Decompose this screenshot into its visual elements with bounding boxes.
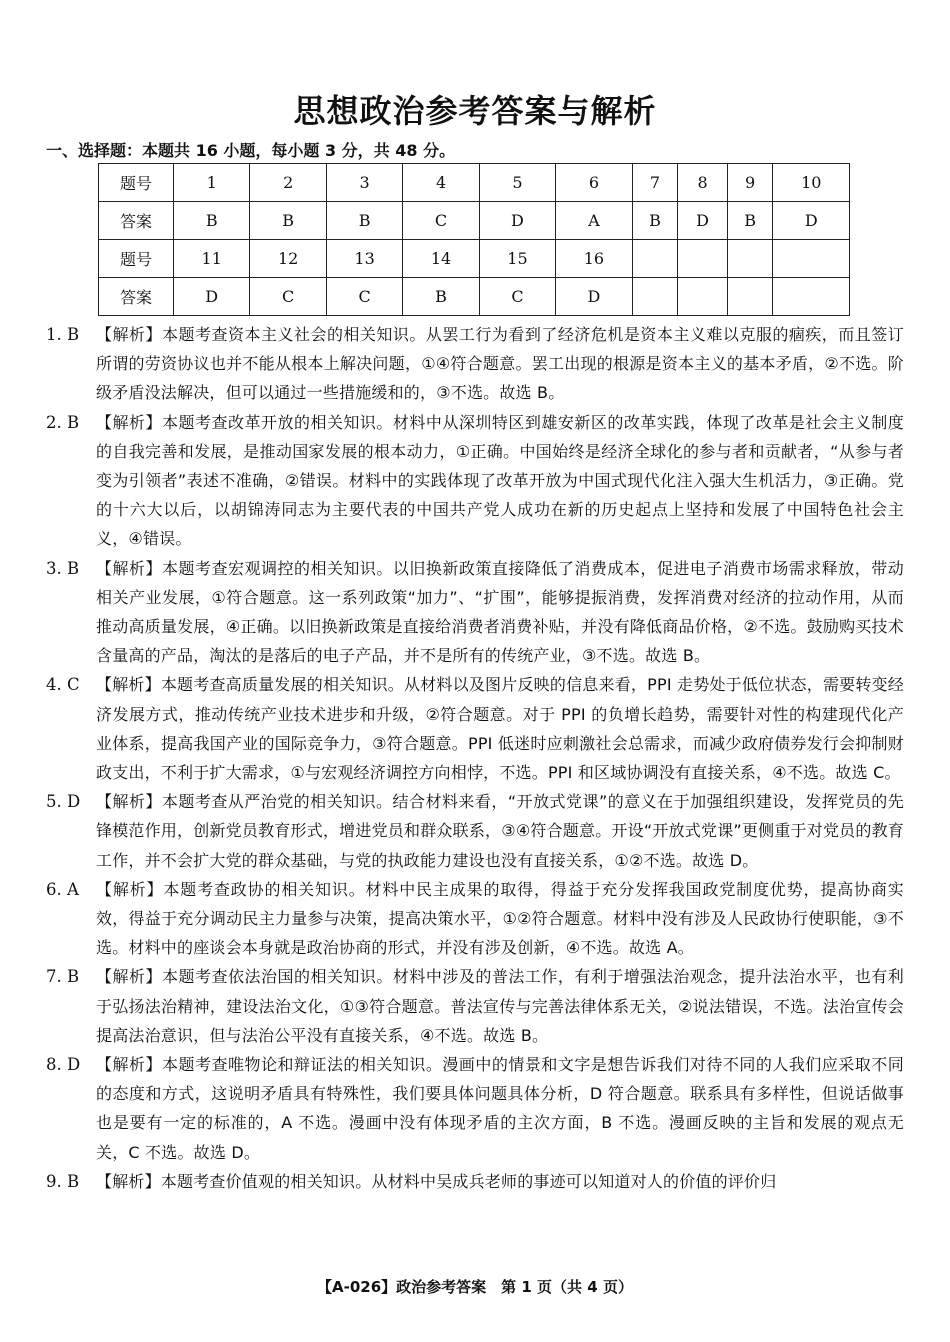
table-cell: C xyxy=(250,278,326,316)
table-cell: 14 xyxy=(403,240,479,278)
explanation-list xyxy=(46,320,904,1196)
table-cell xyxy=(773,240,850,278)
table-cell: B xyxy=(174,202,250,240)
row-header: 题号 xyxy=(99,164,174,202)
list-item xyxy=(46,1167,904,1196)
table-cell: 15 xyxy=(479,240,555,278)
table-cell xyxy=(773,278,850,316)
table-cell: 8 xyxy=(678,164,727,202)
page-footer: 【A-026】政治参考答案 第 1 页（共 4 页） xyxy=(317,1278,633,1296)
table-cell: D xyxy=(479,202,555,240)
item-explanation: 【解析】本题考查价值观的相关知识。从材料中吴成兵老师的事迹可以知道对人的价值的评价归 xyxy=(96,1171,777,1191)
item-explanation: 【解析】本题考查依法治国的相关知识。材料中涉及的普法工作，有利于增强法治观念，提升法治水平，也有利于弘扬法治精神，建设法治文化，①③符合题意。普法宣传与完善法律体系无关，②说法错误，不选。法治宣传会提高法治意识，但与法治公平没有直接关系，④不选。故选 B。 xyxy=(96,967,904,1045)
table-cell xyxy=(632,278,678,316)
answer-table xyxy=(98,163,850,316)
table-cell xyxy=(678,278,727,316)
table-cell: B xyxy=(632,202,678,240)
list-item xyxy=(46,320,904,408)
table-cell xyxy=(727,240,773,278)
row-header: 答案 xyxy=(99,278,174,316)
item-number: 3. B xyxy=(46,558,80,578)
item-number: 6. A xyxy=(46,879,79,899)
table-cell: C xyxy=(479,278,555,316)
table-cell: C xyxy=(403,202,479,240)
table-cell: B xyxy=(727,202,773,240)
item-explanation: 【解析】本题考查从严治党的相关知识。结合材料来看，“开放式党课”的意义在于加强组织建设，发挥党员的先锋模范作用，创新党员教育形式，增进党员和群众联系，③④符合题意。开设“开放式党课”更侧重于对党员的教育工作，并不会扩大党的群众基础，与党的执政能力建设也没有直接关系，①②不选。故选 D。 xyxy=(96,792,904,870)
table-cell: 6 xyxy=(556,164,632,202)
list-item xyxy=(46,670,904,787)
section-heading: 一、选择题：本题共 16 小题，每小题 3 分，共 48 分。 xyxy=(46,141,456,160)
table-cell: 10 xyxy=(773,164,850,202)
item-explanation: 【解析】本题考查高质量发展的相关知识。从材料以及图片反映的信息来看，PPI 走势处于低位状态，需要转变经济发展方式，推动传统产业技术进步和升级，②符合题意。对于 PPI 的负增长趋势，需要针对性的构建现代化产业体系，提高我国产业的国际竞争力，③符合题意。PPI 低迷时应刺激社会总需求，而减少政府债券发行会抑制财政支出，不利于扩大需求，①与宏观经济调控方向相悖，不选。PPI 和区域协调没有直接关系，④不选。故选 C。 xyxy=(96,675,904,783)
list-item xyxy=(46,787,904,875)
item-explanation: 【解析】本题考查宏观调控的相关知识。以旧换新政策直接降低了消费成本，促进电子消费市场需求释放，带动相关产业发展，①符合题意。这一系列政策“加力”、“扩围”，能够提振消费，发挥消费对经济的拉动作用，从而推动高质量发展，④正确。以旧换新政策是直接给消费者消费补贴，并没有降低商品价格，②不选。鼓励购买技术含量高的产品，淘汰的是落后的电子产品，并不是所有的传统产业，③不选。故选 B。 xyxy=(96,558,904,666)
table-cell: C xyxy=(326,278,402,316)
table-cell: B xyxy=(250,202,326,240)
item-explanation: 【解析】本题考查政协的相关知识。材料中民主成果的取得，得益于充分发挥我国政党制度优势，提高协商实效，得益于充分调动民主力量参与决策，提高决策水平，①②符合题意。材料中没有涉及人民政协行使职能，③不选。材料中的座谈会本身就是政治协商的形式，并没有涉及创新，④不选。故选 A。 xyxy=(96,879,904,958)
table-cell: 16 xyxy=(556,240,632,278)
table-cell xyxy=(632,240,678,278)
item-explanation: 【解析】本题考查资本主义社会的相关知识。从罢工行为看到了经济危机是资本主义难以克服的痼疾，而且签订所谓的劳资协议也并不能从根本上解决问题，①④符合题意。罢工出现的根源是资本主义的基本矛盾，②不选。阶级矛盾没法解决，但可以通过一些措施缓和的，③不选。故选 B。 xyxy=(96,325,904,403)
table-cell: D xyxy=(773,202,850,240)
item-number: 4. C xyxy=(46,675,80,695)
table-cell: 12 xyxy=(250,240,326,278)
item-number: 9. B xyxy=(46,1171,80,1191)
row-header: 题号 xyxy=(99,240,174,278)
table-cell: 7 xyxy=(632,164,678,202)
table-cell: A xyxy=(556,202,632,240)
table-row xyxy=(99,164,850,202)
table-cell: 1 xyxy=(174,164,250,202)
table-cell: B xyxy=(326,202,402,240)
table-row xyxy=(99,202,850,240)
item-number: 7. B xyxy=(46,967,80,987)
table-cell: D xyxy=(678,202,727,240)
table-row xyxy=(99,240,850,278)
item-explanation: 【解析】本题考查唯物论和辩证法的相关知识。漫画中的情景和文字是想告诉我们对待不同的人我们应采取不同的态度和方式，这说明矛盾具有特殊性，我们要具体问题具体分析，D 符合题意。联系具有多样性，但说话做事也是要有一定的标准的，A 不选。漫画中没有体现矛盾的主次方面，B 不选。漫画反映的主旨和发展的观点无关，C 不选。故选 D。 xyxy=(96,1055,904,1162)
table-cell: 9 xyxy=(727,164,773,202)
table-cell: 11 xyxy=(174,240,250,278)
list-item xyxy=(46,875,904,963)
row-header: 答案 xyxy=(99,202,174,240)
list-item xyxy=(46,554,904,671)
table-cell xyxy=(678,240,727,278)
table-cell: 5 xyxy=(479,164,555,202)
item-number: 8. D xyxy=(46,1055,81,1075)
list-item xyxy=(46,962,904,1050)
item-number: 2. B xyxy=(46,412,80,432)
table-row xyxy=(99,278,850,316)
table-cell xyxy=(727,278,773,316)
page-title: 思想政治参考答案与解析 xyxy=(293,92,657,130)
table-cell: B xyxy=(403,278,479,316)
table-cell: D xyxy=(556,278,632,316)
table-cell: D xyxy=(174,278,250,316)
item-explanation: 【解析】本题考查改革开放的相关知识。材料中从深圳特区到雄安新区的改革实践，体现了改革是社会主义制度的自我完善和发展，是推动国家发展的根本动力，①正确。中国始终是经济全球化的参与者和贡献者，“从参与者变为引领者”表述不准确，②错误。材料中的实践体现了改革开放为中国式现代化注入强大生机活力，③正确。党的十六大以后，以胡锦涛同志为主要代表的中国共产党人成功在新的历史起点上坚持和发展了中国特色社会主义，④错误。 xyxy=(96,412,904,549)
list-item xyxy=(46,408,904,554)
item-number: 1. B xyxy=(46,325,80,344)
table-cell: 3 xyxy=(326,164,402,202)
item-number: 5. D xyxy=(46,792,81,812)
table-cell: 13 xyxy=(326,240,402,278)
table-cell: 4 xyxy=(403,164,479,202)
table-cell: 2 xyxy=(250,164,326,202)
list-item xyxy=(46,1050,904,1167)
